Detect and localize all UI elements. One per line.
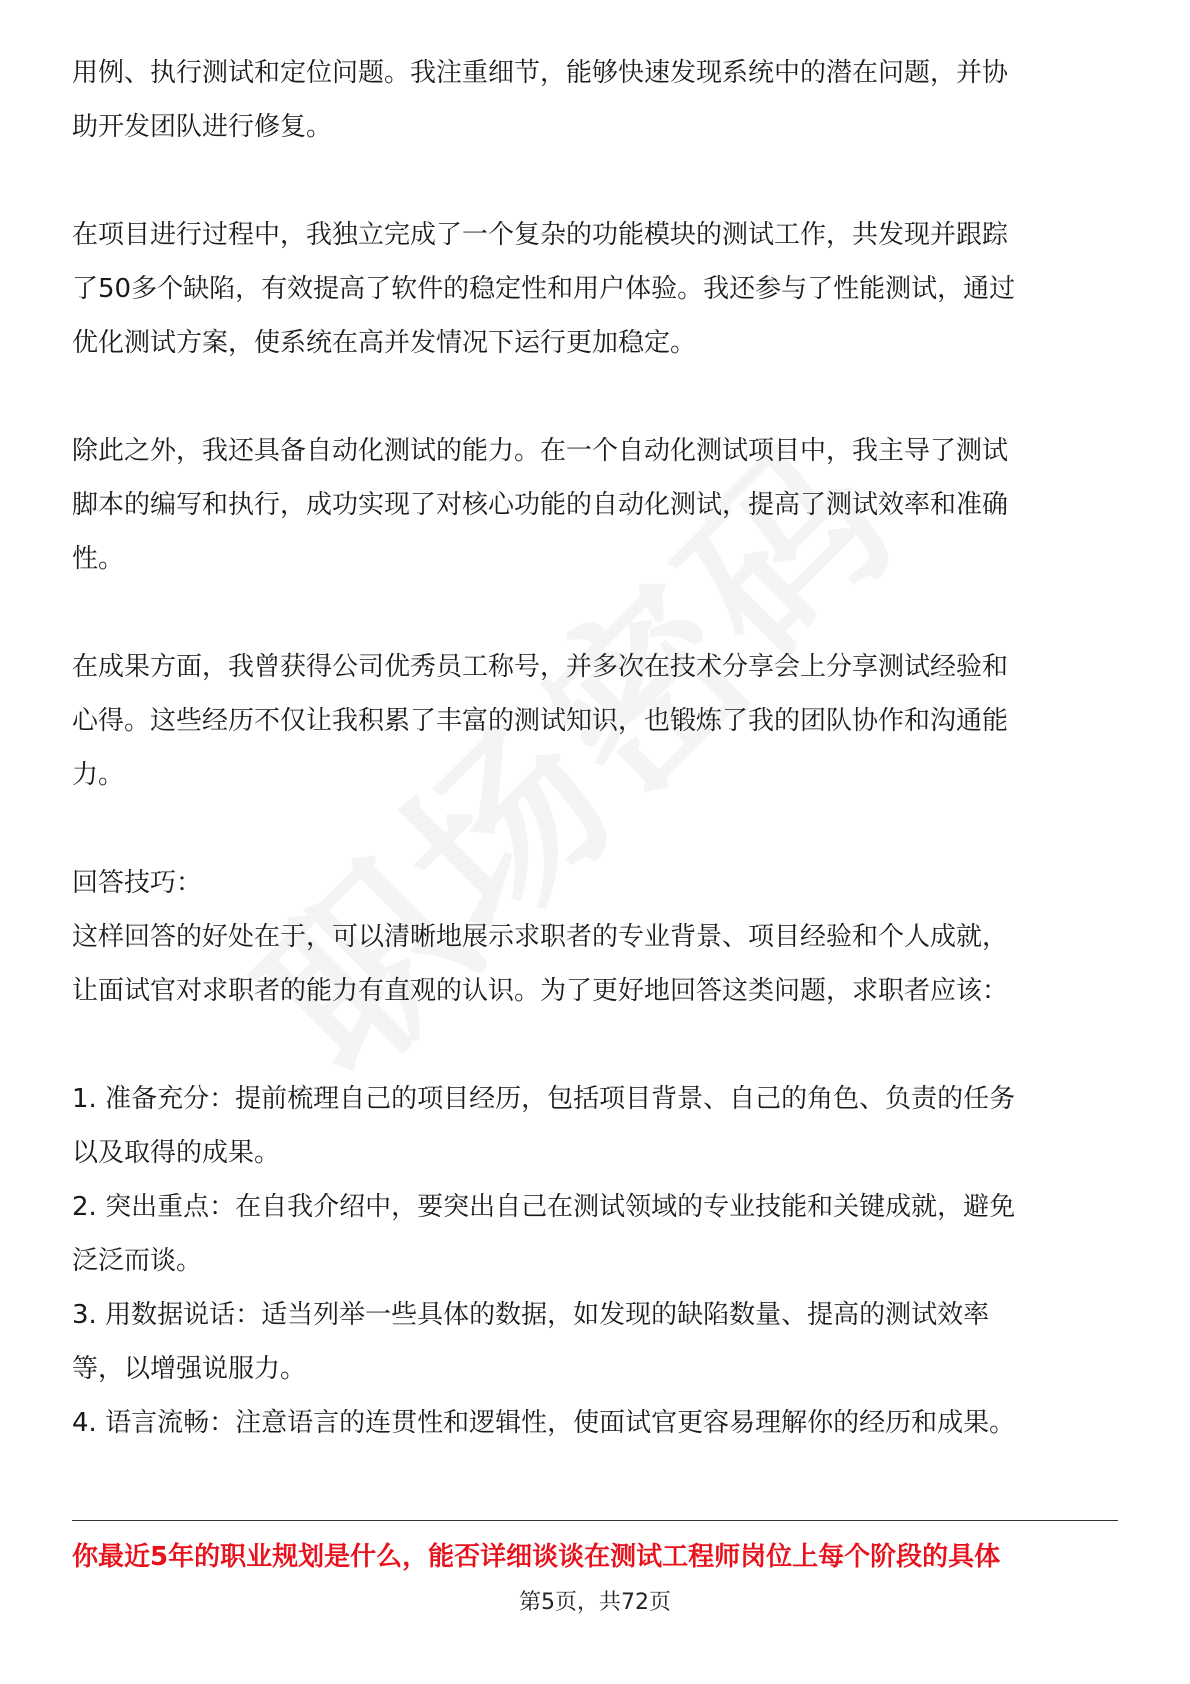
paragraph-1 xyxy=(72,46,1122,154)
paragraph-3 xyxy=(72,424,1122,586)
list-item: 3. 用数据说话：适当列举一些具体的数据，如发现的缺陷数量、提高的测试效率 xyxy=(72,1300,990,1330)
page-content xyxy=(72,46,1122,1450)
text-line: 用例、执行测试和定位问题。我注重细节，能够快速发现系统中的潜在问题，并协 xyxy=(72,58,1009,88)
text-line: 助开发团队进行修复。 xyxy=(72,112,333,142)
paragraph-4 xyxy=(72,640,1122,802)
text-line: 性。 xyxy=(72,544,125,574)
text-line: 让面试官对求职者的能力有直观的认识。为了更好地回答这类问题，求职者应该： xyxy=(72,976,1009,1006)
text-line: 在项目进行过程中，我独立完成了一个复杂的功能模块的测试工作，共发现并跟踪 xyxy=(72,220,1009,250)
list-item-continued: 泛泛而谈。 xyxy=(72,1246,203,1276)
next-question-heading: 你最近5年的职业规划是什么，能否详细谈谈在测试工程师岗位上每个阶段的具体 xyxy=(72,1542,1001,1572)
text-line: 了50多个缺陷，有效提高了软件的稳定性和用户体验。我还参与了性能测试，通过 xyxy=(72,274,1016,304)
list-item: 2. 突出重点：在自我介绍中，要突出自己在测试领域的专业技能和关键成就，避免 xyxy=(72,1192,1016,1222)
paragraph-2 xyxy=(72,208,1122,370)
list-item-continued: 等，以增强说服力。 xyxy=(72,1354,307,1384)
tips-section xyxy=(72,856,1122,1018)
text-line: 心得。这些经历不仅让我积累了丰富的测试知识，也锻炼了我的团队协作和沟通能 xyxy=(72,706,1009,736)
text-line: 脚本的编写和执行，成功实现了对核心功能的自动化测试，提高了测试效率和准确 xyxy=(72,490,1009,520)
tips-heading: 回答技巧： xyxy=(72,868,203,898)
text-line: 优化测试方案，使系统在高并发情况下运行更加稳定。 xyxy=(72,328,697,358)
list-item: 4. 语言流畅：注意语言的连贯性和逻辑性，使面试官更容易理解你的经历和成果。 xyxy=(72,1408,1016,1438)
list-item-continued: 以及取得的成果。 xyxy=(72,1138,281,1168)
list-item: 1. 准备充分：提前梳理自己的项目经历，包括项目背景、自己的角色、负责的任务 xyxy=(72,1084,1016,1114)
footer-divider xyxy=(72,1520,1118,1521)
tips-list xyxy=(72,1072,1122,1450)
text-line: 这样回答的好处在于，可以清晰地展示求职者的专业背景、项目经验和个人成就， xyxy=(72,922,1009,952)
text-line: 除此之外，我还具备自动化测试的能力。在一个自动化测试项目中，我主导了测试 xyxy=(72,436,1009,466)
text-line: 在成果方面，我曾获得公司优秀员工称号，并多次在技术分享会上分享测试经验和 xyxy=(72,652,1009,682)
page-number: 第5页，共72页 xyxy=(519,1590,671,1615)
text-line: 力。 xyxy=(72,760,125,790)
